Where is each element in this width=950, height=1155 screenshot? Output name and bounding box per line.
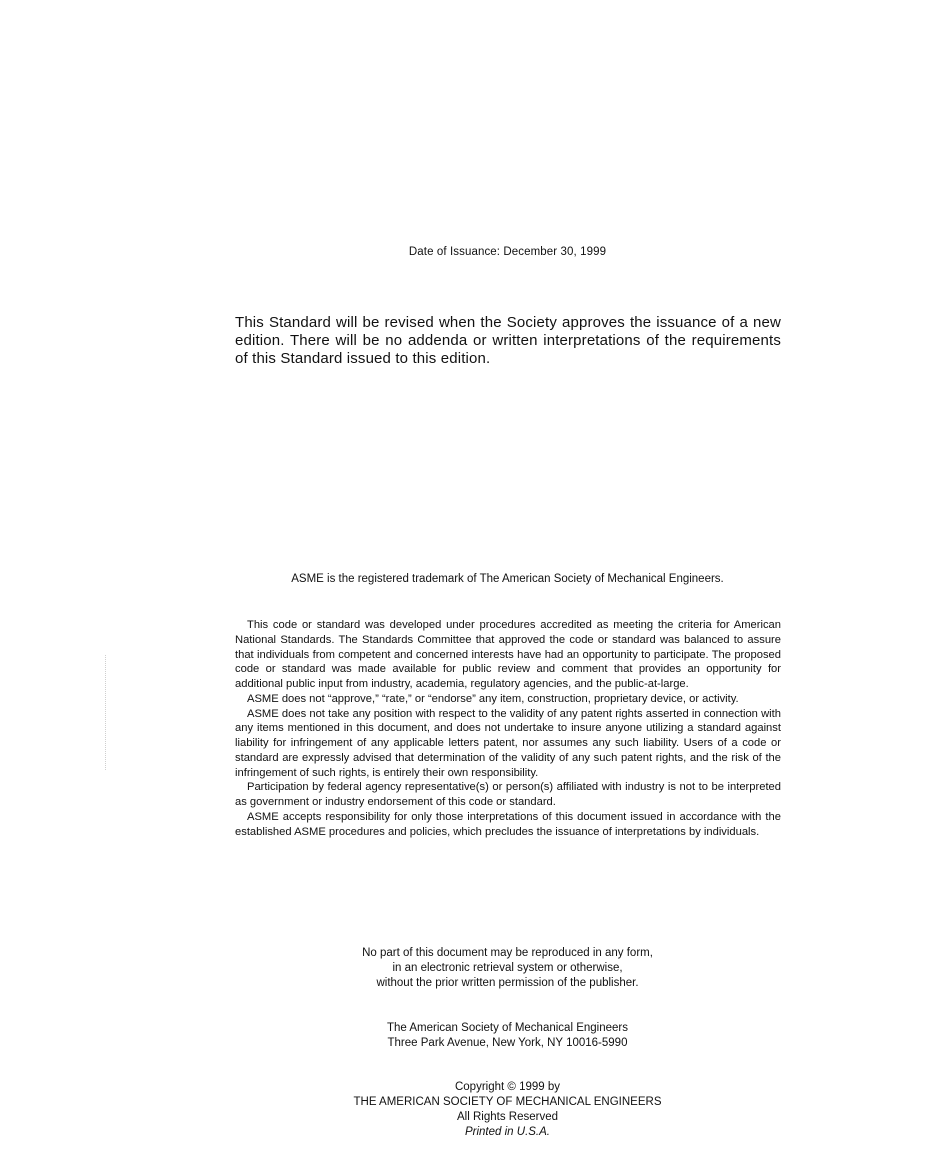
disclaimer-paragraph-patent: ASME does not take any position with respect to the validity of any patent rights asserted in connection with any items mentioned in this document, and does not undertake to insure anyone utilizing a standard against liability for infringement of any applicable letters patent, nor assumes any such liability. Users of a code or standard are expressly advised that determination of the validity of any such patent rights, and the risk of the infringement of such rights, is entirely their own responsibility.	[235, 707, 781, 779]
disclaimer-paragraph-endorse: ASME does not “approve,” “rate,” or “endorse” any item, construction, proprietary device, or activity.	[247, 692, 739, 705]
reproduction-notice	[0, 946, 950, 991]
publisher-address: Three Park Avenue, New York, NY 10016-5990	[387, 1037, 628, 1049]
revision-notice: This Standard will be revised when the Society approves the issuance of a new edition. There will be no addenda or written interpretations of the requirements of this Standard issued to this edition.	[235, 314, 781, 367]
copyright-line: Copyright © 1999 by	[454, 1081, 560, 1093]
publisher-name: The American Society of Mechanical Engineers	[387, 1022, 628, 1034]
date-of-issuance: Date of Issuance: December 30, 1999	[408, 246, 607, 258]
scan-artifact	[105, 655, 108, 770]
copyright-block	[0, 1080, 950, 1140]
printed-in: Printed in U.S.A.	[464, 1126, 550, 1138]
reproduction-line: No part of this document may be reproduced in any form,	[362, 947, 653, 959]
trademark-statement: ASME is the registered trademark of The American Society of Mechanical Engineers.	[291, 573, 724, 585]
reproduction-line: in an electronic retrieval system or otherwise,	[392, 962, 623, 974]
copyright-holder: THE AMERICAN SOCIETY OF MECHANICAL ENGINEERS	[353, 1096, 662, 1108]
disclaimer-paragraph-accreditation: This code or standard was developed under procedures accredited as meeting the criteria for American National Standards. The Standards Committee that approved the code or standard was balanced to assure that individuals from competent and concerned interests have had an opportunity to participate. The proposed code or standard was made available for public review and comment that provides an opportunity for additional public input from industry, academia, regulatory agencies, and the public-at-large.	[235, 619, 781, 690]
rights-reserved: All Rights Reserved	[457, 1111, 558, 1123]
disclaimer-paragraph-federal: Participation by federal agency representative(s) or person(s) affiliated with industry is not to be interpreted as government or industry endorsement of this code or standard.	[235, 781, 781, 808]
disclaimer-paragraph-interpretations: ASME accepts responsibility for only those interpretations of this document issued in accordance with the established ASME procedures and policies, which precludes the issuance of interpretations by individuals.	[235, 810, 781, 838]
legal-disclaimer	[235, 618, 781, 839]
reproduction-line: without the prior written permission of the publisher.	[376, 977, 639, 989]
publisher-block	[0, 1021, 950, 1051]
